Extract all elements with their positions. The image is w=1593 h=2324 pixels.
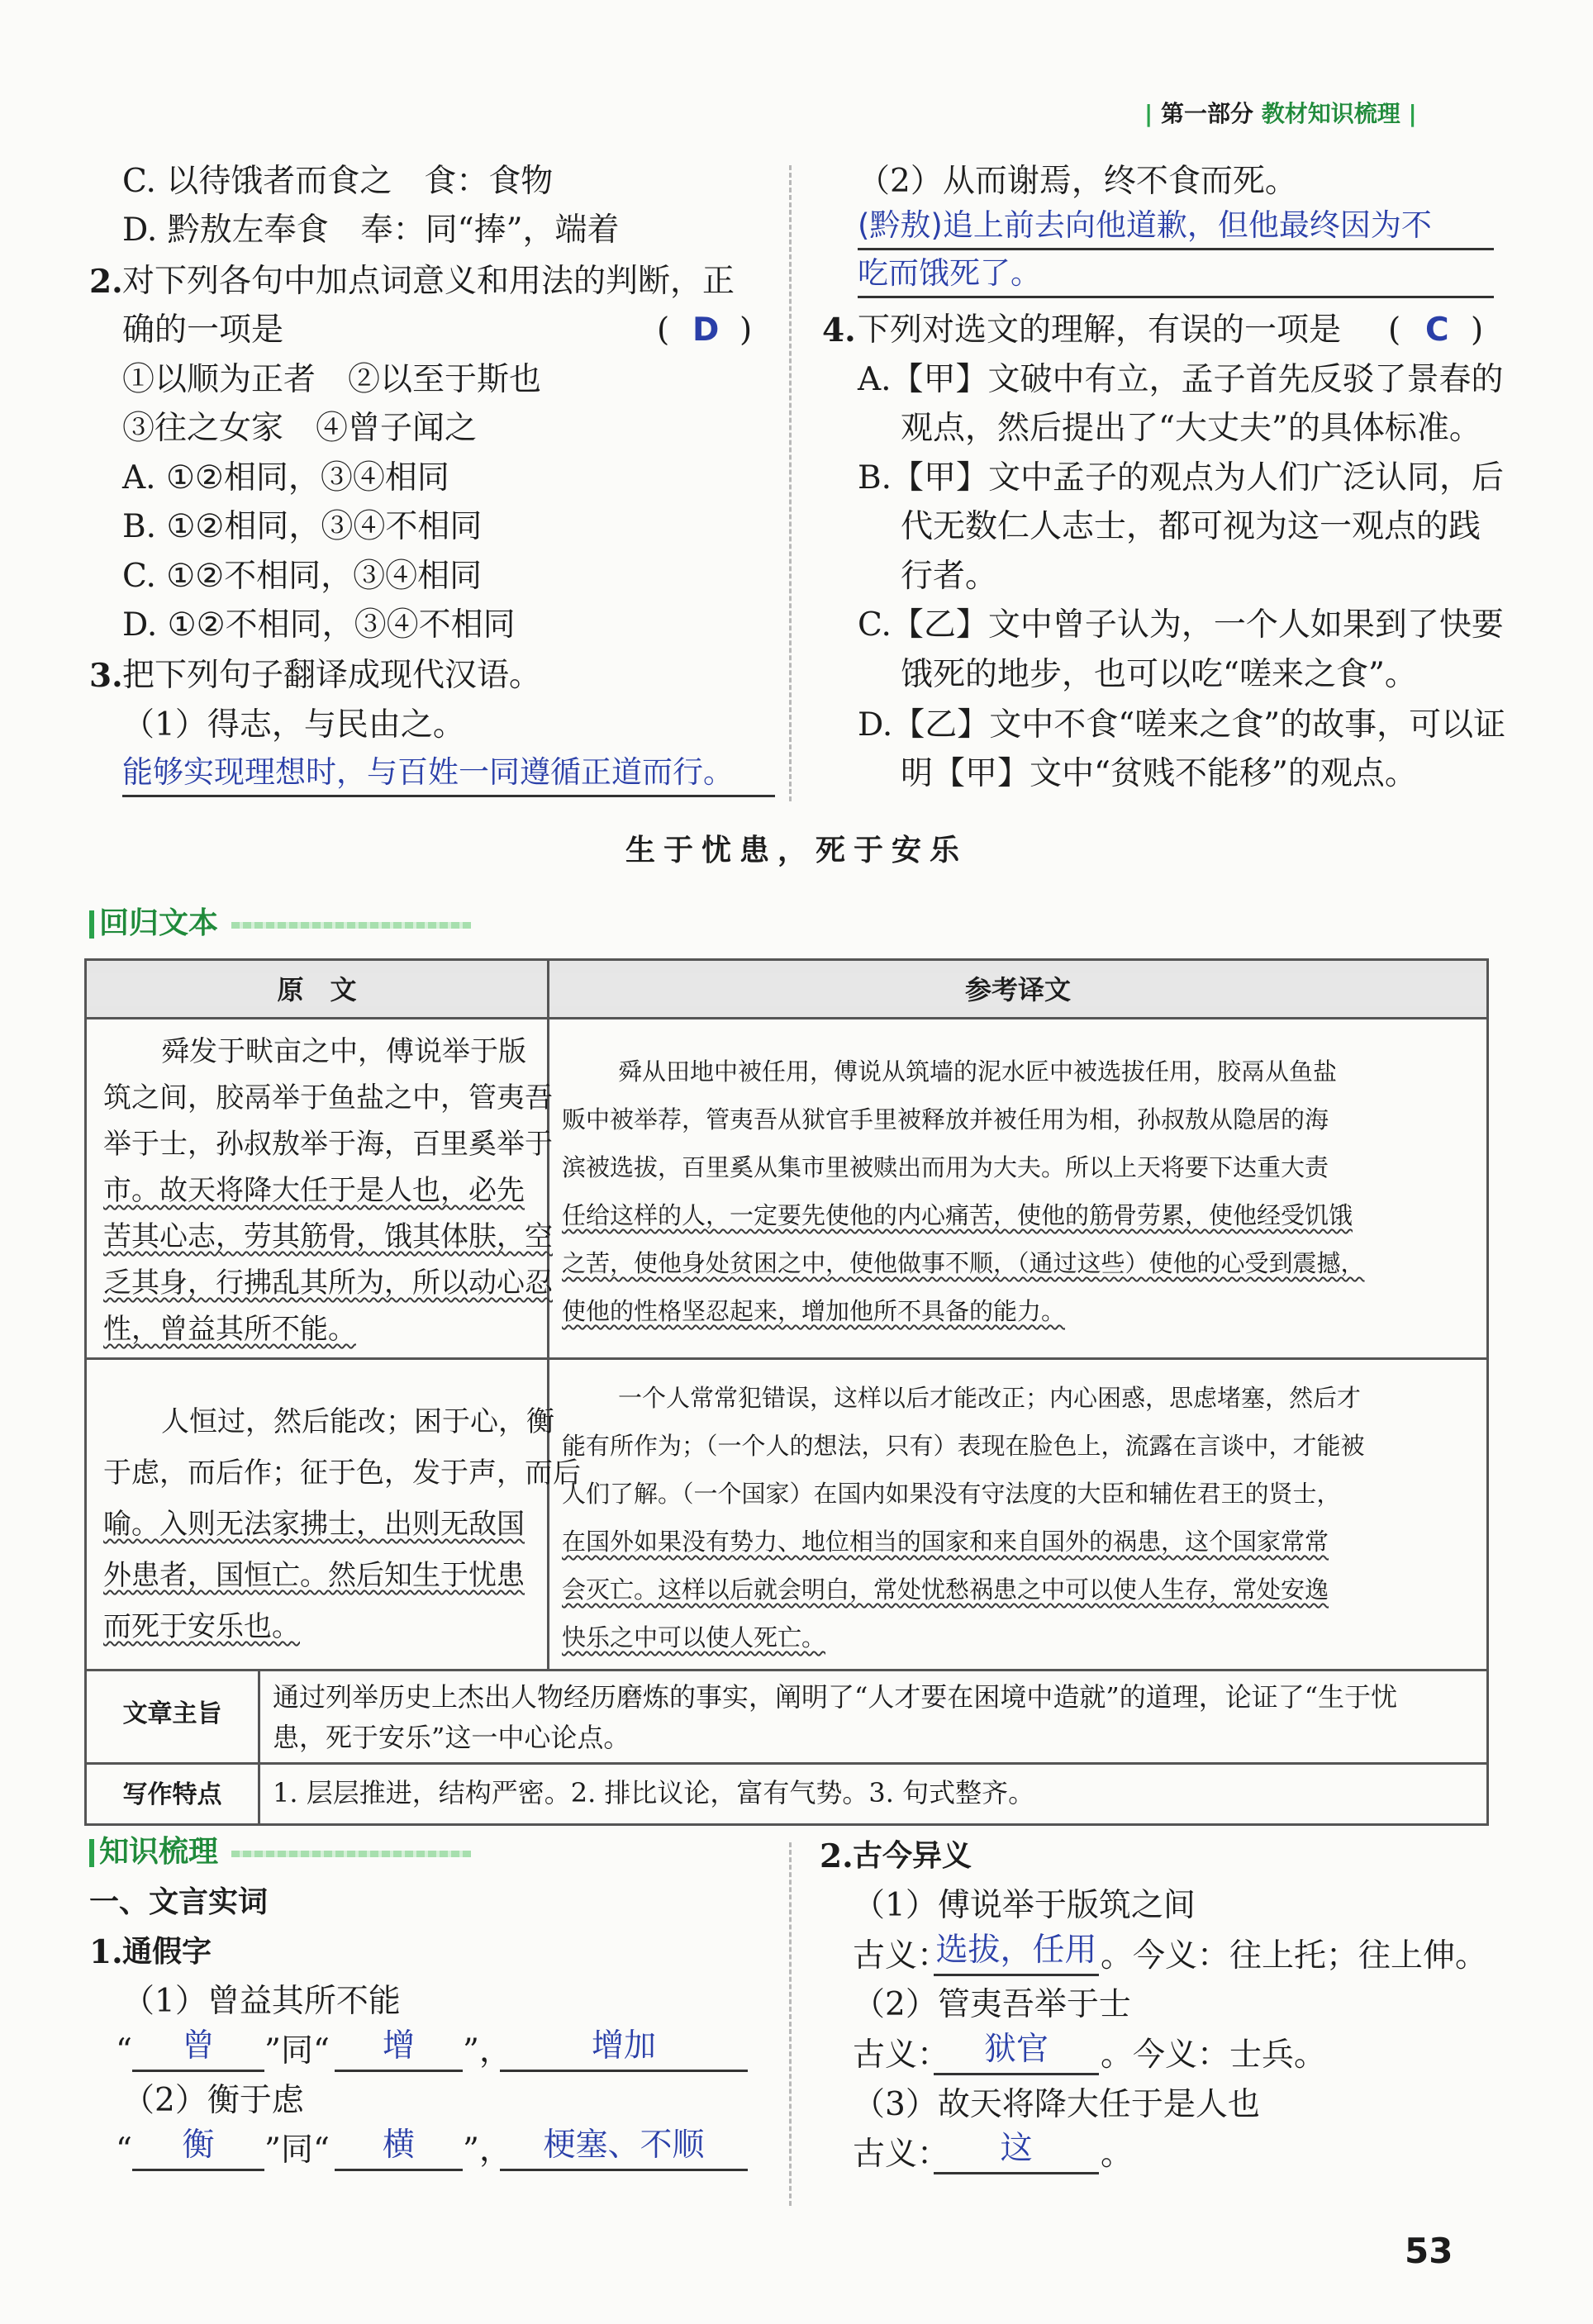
q2-text-line2: 确的一项是: [122, 311, 284, 349]
column-divider-bottom: [789, 1842, 792, 2206]
q2-option-c: C. ①②不相同，③④相同: [122, 558, 483, 595]
item1-line-b: [335, 2070, 463, 2072]
q4-option-b-line2: 代无数仁人志士，都可视为这一观点的践: [901, 508, 1481, 545]
yiyi-item-3-label: 古义：: [853, 2136, 950, 2173]
yiyi-item-3-line: [934, 2172, 1099, 2174]
r2o-line: 于虑，而后作；征于色，发于声，而后: [103, 1457, 581, 1490]
q2-answer-bracket-close: ): [739, 311, 753, 349]
knowledge-right-heading: 古今异义: [853, 1839, 972, 1873]
item1-answer-c: 增加: [591, 2027, 656, 2065]
column-divider-top: [789, 165, 792, 801]
q2-text-line1: 对下列各句中加点词意义和用法的判断，正: [122, 263, 735, 300]
q2-answer: D: [692, 311, 720, 349]
item1-line-c: [500, 2070, 748, 2072]
column-header-original: 原 文: [87, 973, 547, 1006]
yiyi-item-1-answer: 选拔，任用: [935, 1932, 1097, 1969]
item2-answer-a: 衡: [182, 2127, 215, 2164]
item2-answer-c: 梗塞、不顺: [543, 2127, 705, 2164]
section-heading-label: 回归文本: [99, 906, 219, 940]
q3-2-answer-underline2: [858, 296, 1494, 298]
option-c: C. 以待饿者而食之 食：食物: [122, 163, 554, 200]
feature-label: 写作特点: [122, 1780, 222, 1809]
r2t-line: 快乐之中可以使人死亡。: [562, 1623, 826, 1652]
section-heading-knowledge: [89, 1836, 218, 1869]
item1-line-a: [132, 2070, 264, 2072]
yiyi-item-2-line: [934, 2073, 1099, 2075]
yiyi-item-1-modern: 。今义：往上托；往上伸。: [1101, 1937, 1488, 1975]
q2-answer-bracket: (: [657, 311, 670, 349]
item2-quote-open: “: [116, 2132, 132, 2169]
table-row-divider-3: [87, 1762, 1486, 1765]
item1-quote-close: ”，: [463, 2032, 511, 2070]
table-row-divider-2: [87, 1669, 1486, 1671]
option-d: D. 黔敖左奉食 奉：同“捧”，端着: [122, 211, 620, 249]
knowledge-right-heading-number: 2.: [820, 1837, 854, 1875]
table-label-divider: [258, 1669, 260, 1826]
r2t-line: 一个人常常犯错误，这样以后才能改正；内心困惑，思虑堵塞，然后才: [618, 1384, 1362, 1412]
r2o-line: 喻。入则无法家拂士，出则无敌国: [103, 1508, 525, 1541]
r1o-line: 性，曾益其所不能。: [103, 1313, 356, 1346]
r1o-line: 筑之间，胶鬲举于鱼盐之中，管夷吾: [103, 1081, 553, 1114]
q3-2-answer-underline1: [858, 248, 1494, 250]
header-part: 第一部分: [1160, 100, 1253, 127]
item2-quote-mid: ”同“: [264, 2132, 330, 2169]
page-number: 53: [1405, 2231, 1453, 2271]
q4-option-a-line1: A.【甲】文破中有立，孟子首先反驳了景春的: [858, 361, 1504, 398]
r1t-line: 贩中被举荐，管夷吾从狱官手里被释放并被任用为相，孙叔敖从隐居的海: [562, 1105, 1329, 1133]
r2t-line: 能有所作为；（一个人的想法，只有）表现在脸色上，流露在言谈中，才能被: [562, 1432, 1365, 1460]
q4-answer: C: [1425, 311, 1449, 349]
r2o-line: 而死于安乐也。: [103, 1610, 300, 1643]
section-bar-icon: [89, 910, 94, 939]
yiyi-item-1-line: [934, 1974, 1099, 1976]
q4-option-a-line2: 观点，然后提出了“大丈夫”的具体标准。: [901, 410, 1481, 447]
item1-answer-a: 曾: [182, 2027, 215, 2065]
page-header: [1144, 97, 1417, 131]
q4-option-d-line1: D.【乙】文中不食“嗟来之食”的故事，可以证: [858, 706, 1506, 744]
tongjia-item-2: （2）衡于虑: [122, 2082, 304, 2119]
r1o-line: 苦其心志，劳其筋骨，饿其体肤，空: [103, 1220, 553, 1253]
header-bar-left: |: [1144, 100, 1153, 127]
q2-option-a: A. ①②相同，③④相同: [122, 459, 449, 497]
q2-sentences-1: ①以顺为正者 ②以至于斯也: [122, 361, 542, 398]
yiyi-item-2: （2）管夷吾举于士: [853, 1986, 1131, 2023]
knowledge-heading-2-number: 1.: [89, 1933, 123, 1971]
r1t-line: 舜从田地中被任用，傅说从筑墙的泥水匠中被选拔任用，胶鬲从鱼盐: [618, 1057, 1338, 1086]
item1-answer-b: 增: [382, 2027, 415, 2065]
q2-option-b: B. ①②相同，③④不相同: [122, 508, 483, 545]
yiyi-item-3-end: 。: [1101, 2136, 1134, 2173]
r1o-line: 举于士，孙叔敖举于海，百里奚举于: [103, 1128, 553, 1161]
theme-line2: 患，死于安乐”这一中心论点。: [273, 1722, 630, 1753]
section-heading-label-2: 知识梳理: [99, 1835, 219, 1869]
yiyi-item-2-modern: 。今义：士兵。: [1101, 2036, 1327, 2074]
q2-option-d: D. ①②不相同，③④不相同: [122, 606, 516, 644]
yiyi-item-1: （1）傅说举于版筑之间: [853, 1887, 1196, 1924]
tongjia-item-1: （1）曾益其所不能: [122, 1983, 401, 2020]
q4-option-c-line1: C.【乙】文中曾子认为，一个人如果到了快要: [858, 606, 1504, 644]
item2-line-b: [335, 2169, 463, 2171]
q4-number: 4.: [822, 311, 856, 349]
item2-answer-b: 横: [382, 2127, 415, 2164]
r2o-line: 外患者，国恒亡。然后知生于忧患: [103, 1559, 525, 1592]
r2t-line: 人们了解。（一个国家）在国内如果没有守法度的大臣和辅佐君王的贤士，: [562, 1480, 1341, 1508]
q4-text: 下列对选文的理解，有误的一项是: [858, 311, 1342, 349]
r1t-line: 滨被选拔，百里奚从集市里被赎出而用为大夫。所以上天将要下达重大责: [562, 1153, 1329, 1181]
r1t-line: 任给这样的人，一定要先使他的内心痛苦，使他的筋骨劳累，使他经受饥饿: [562, 1201, 1353, 1229]
q4-option-d-line2: 明【甲】文中“贫贱不能移”的观点。: [901, 755, 1417, 792]
item2-line-a: [132, 2169, 264, 2171]
q3-number: 3.: [89, 657, 123, 695]
r2t-line: 会灭亡。这样以后就会明白，常处忧愁祸患之中可以使人生存，常处安逸: [562, 1575, 1329, 1604]
yiyi-item-3: （3）故天将降大任于是人也: [853, 2086, 1260, 2123]
yiyi-item-2-label: 古义：: [853, 2036, 950, 2074]
r1t-line: 之苦，使他身处贫困之中，使他做事不顺，（通过这些）使他的心受到震撼，: [562, 1249, 1365, 1277]
r1t-line: 使他的性格坚忍起来，增加他所不具备的能力。: [562, 1297, 1066, 1325]
theme-label: 文章主旨: [122, 1699, 222, 1728]
q3-2-text: （2）从而谢焉，终不食而死。: [858, 163, 1297, 200]
table-row-divider-1: [87, 1357, 1486, 1360]
q2-sentences-2: ③往之女家 ④曾子闻之: [122, 410, 478, 447]
r2t-line: 在国外如果没有势力、地位相当的国家和来自国外的祸患，这个国家常常: [562, 1528, 1329, 1556]
q3-text: 把下列句子翻译成现代汉语。: [122, 657, 542, 694]
yiyi-item-2-answer: 狱官: [983, 2031, 1049, 2068]
q4-option-b-line1: B.【甲】文中孟子的观点为人们广泛认同，后: [858, 459, 1505, 497]
q2-number: 2.: [89, 263, 123, 301]
r1o-line: 乏其身，行拂乱其所为，所以动心忍: [103, 1267, 553, 1300]
header-bar-right: |: [1408, 100, 1417, 127]
item2-quote-close: ”，: [463, 2132, 511, 2169]
q3-2-answer-line1: (黔敖)追上前去向他道歉，但他最终因为不: [858, 207, 1432, 243]
q3-2-answer-line2: 吃而饿死了。: [858, 255, 1041, 291]
q3-1-answer: 能够实现理想时，与百姓一同遵循正道而行。: [122, 754, 734, 790]
item1-quote-open: “: [116, 2032, 132, 2070]
r1o-line: 舜发于畎亩之中，傅说举于版: [161, 1035, 526, 1068]
q3-1-text: （1）得志，与民由之。: [122, 706, 465, 744]
section-heading-return-to-text: [89, 907, 218, 940]
column-header-translation: 参考译文: [549, 973, 1486, 1006]
table-column-divider: [547, 961, 549, 1669]
q4-option-c-line2: 饿死的地步，也可以吃“嗟来之食”。: [901, 656, 1417, 693]
q4-option-b-line3: 行者。: [901, 558, 998, 595]
knowledge-heading-2: 通假字: [122, 1935, 212, 1969]
header-section: 教材知识梳理: [1261, 100, 1400, 127]
q4-answer-bracket-close: ): [1471, 311, 1484, 349]
q4-answer-bracket: (: [1388, 311, 1401, 349]
r1o-line: 市。故天将降大任于是人也，必先: [103, 1174, 525, 1207]
yiyi-item-3-answer: 这: [1000, 2130, 1033, 2167]
section-bar-icon-2: [89, 1839, 94, 1867]
q3-1-answer-line: [122, 795, 775, 797]
theme-line1: 通过列举历史上杰出人物经历磨炼的事实，阐明了“人才要在困境中造就”的道理，论证了“生于忧: [273, 1681, 1398, 1713]
r2o-line: 人恒过，然后能改；困于心，衡: [161, 1405, 554, 1438]
yiyi-item-1-label: 古义：: [853, 1937, 950, 1975]
knowledge-heading-1: 一、文言实词: [89, 1885, 269, 1919]
feature-text: 1. 层层推进，结构严密。2. 排比议论，富有气势。3. 句式整齐。: [273, 1777, 1035, 1808]
item2-line-c: [500, 2169, 748, 2171]
item1-quote-mid: ”同“: [264, 2032, 330, 2070]
lesson-title: 生于忧患，死于安乐: [625, 834, 968, 867]
